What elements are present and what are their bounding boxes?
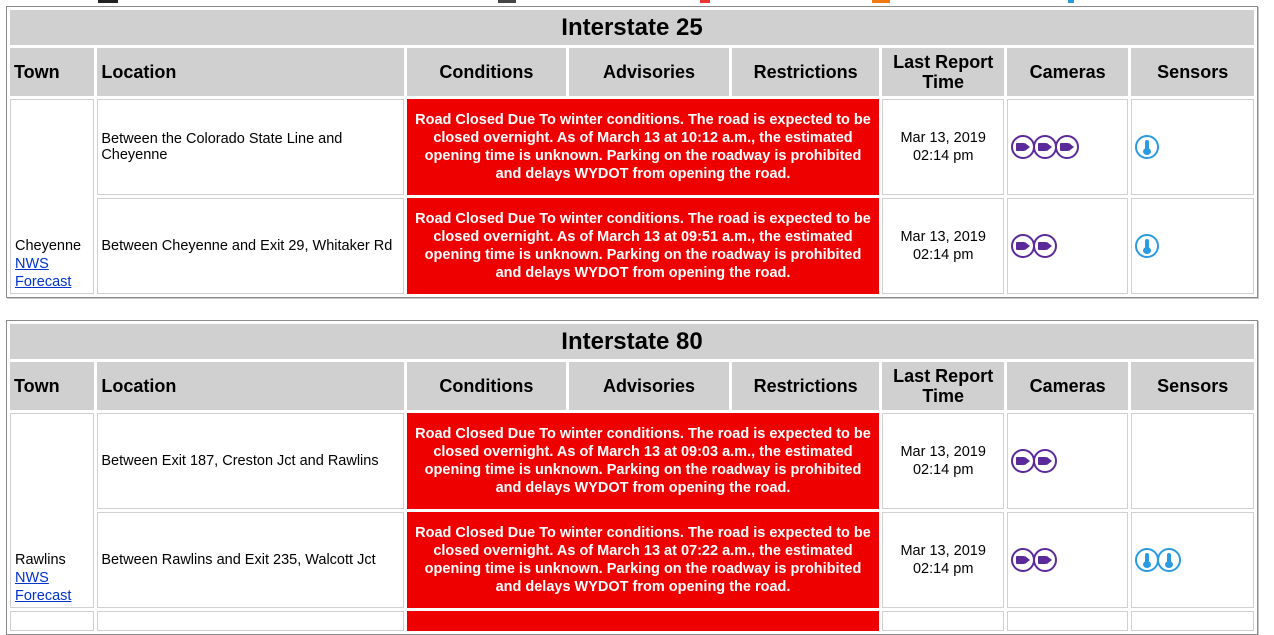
sensors-cell	[1131, 198, 1254, 294]
last-report-cell	[882, 512, 1003, 608]
route-table	[7, 7, 1257, 297]
cameras-cell	[1007, 198, 1128, 294]
conditions-cell	[407, 611, 880, 631]
col-header-sensors: Sensors	[1131, 362, 1254, 410]
report-time: 02:14 pm	[912, 148, 974, 164]
report-time: 02:14 pm	[912, 462, 974, 478]
nws-link[interactable]: NWS	[15, 256, 49, 272]
report-time: 02:14 pm	[912, 247, 974, 263]
location-cell	[97, 611, 403, 631]
last-report-cell	[882, 99, 1003, 195]
report-date: Mar 13, 2019	[900, 543, 986, 559]
thermometer-icon[interactable]	[1135, 234, 1159, 258]
col-header-location: Location	[97, 362, 403, 410]
route-title: Interstate 25	[10, 10, 1254, 45]
report-date: Mar 13, 2019	[900, 130, 986, 146]
camera-icon[interactable]	[1033, 449, 1057, 473]
forecast-link[interactable]: Forecast	[15, 588, 72, 604]
conditions-cell: Road Closed Due To winter conditions. The road is expected to be closed overnight. As of March 13 at 07:22 a.m., the estimated opening time is unknown. Parking on the roadway is prohibited and delays WYDOT from opening the road.	[407, 512, 880, 608]
route-panel-i25	[6, 6, 1258, 298]
camera-icon[interactable]	[1055, 135, 1079, 159]
col-header-cameras: Cameras	[1007, 362, 1128, 410]
conditions-cell: Road Closed Due To winter conditions. The road is expected to be closed overnight. As of March 13 at 10:12 a.m., the estimated opening time is unknown. Parking on the roadway is prohibited and delays WYDOT from opening the road.	[407, 99, 880, 195]
route-title: Interstate 80	[10, 324, 1254, 359]
cameras-cell	[1007, 512, 1128, 608]
town-cell	[10, 413, 94, 608]
camera-icon[interactable]	[1011, 449, 1035, 473]
camera-icon[interactable]	[1011, 234, 1035, 258]
col-header-conditions: Conditions	[407, 48, 567, 96]
last-report-cell	[882, 413, 1003, 509]
location-cell: Between Cheyenne and Exit 29, Whitaker Rd	[97, 198, 403, 294]
report-date: Mar 13, 2019	[900, 229, 986, 245]
table-row	[10, 413, 1254, 509]
camera-icon[interactable]	[1011, 135, 1035, 159]
conditions-cell: Road Closed Due To winter conditions. The road is expected to be closed overnight. As of March 13 at 09:51 a.m., the estimated opening time is unknown. Parking on the roadway is prohibited and delays WYDOT from opening the road.	[407, 198, 880, 294]
last-report-cell	[882, 611, 1003, 631]
conditions-cell: Road Closed Due To winter conditions. The road is expected to be closed overnight. As of March 13 at 09:03 a.m., the estimated opening time is unknown. Parking on the roadway is prohibited and delays WYDOT from opening the road.	[407, 413, 880, 509]
cameras-cell	[1007, 99, 1128, 195]
location-cell: Between Exit 187, Creston Jct and Rawlins	[97, 413, 403, 509]
town-name: Cheyenne	[15, 238, 82, 254]
sensors-cell	[1131, 99, 1254, 195]
cameras-cell	[1007, 413, 1128, 509]
town-cell	[10, 611, 94, 631]
col-header-last-report: Last Report Time	[882, 362, 1003, 410]
report-date: Mar 13, 2019	[900, 444, 986, 460]
col-header-sensors: Sensors	[1131, 48, 1254, 96]
camera-icon[interactable]	[1033, 135, 1057, 159]
table-row	[10, 198, 1254, 294]
col-header-town: Town	[10, 48, 94, 96]
camera-icon[interactable]	[1033, 234, 1057, 258]
table-row	[10, 99, 1254, 195]
col-header-town: Town	[10, 362, 94, 410]
col-header-last-report: Last Report Time	[882, 48, 1003, 96]
col-header-conditions: Conditions	[407, 362, 567, 410]
col-header-restrictions: Restrictions	[732, 362, 880, 410]
sensors-cell	[1131, 413, 1254, 509]
report-time: 02:14 pm	[912, 561, 974, 577]
last-report-cell	[882, 198, 1003, 294]
thermometer-icon[interactable]	[1135, 548, 1159, 572]
location-cell: Between the Colorado State Line and Cheyenne	[97, 99, 403, 195]
table-row	[10, 512, 1254, 608]
col-header-restrictions: Restrictions	[732, 48, 880, 96]
route-panel-i80	[6, 320, 1258, 635]
location-cell: Between Rawlins and Exit 235, Walcott Jct	[97, 512, 403, 608]
sensors-cell	[1131, 611, 1254, 631]
camera-icon[interactable]	[1033, 548, 1057, 572]
town-name: Rawlins	[15, 552, 66, 568]
forecast-link[interactable]: Forecast	[15, 274, 72, 290]
cameras-cell	[1007, 611, 1128, 631]
col-header-advisories: Advisories	[569, 48, 729, 96]
sensors-cell	[1131, 512, 1254, 608]
col-header-advisories: Advisories	[569, 362, 729, 410]
thermometer-icon[interactable]	[1135, 135, 1159, 159]
thermometer-icon[interactable]	[1157, 548, 1181, 572]
town-cell	[10, 99, 94, 294]
col-header-cameras: Cameras	[1007, 48, 1128, 96]
col-header-location: Location	[97, 48, 403, 96]
table-row	[10, 611, 1254, 631]
camera-icon[interactable]	[1011, 548, 1035, 572]
nws-link[interactable]: NWS	[15, 570, 49, 586]
route-table	[7, 321, 1257, 634]
